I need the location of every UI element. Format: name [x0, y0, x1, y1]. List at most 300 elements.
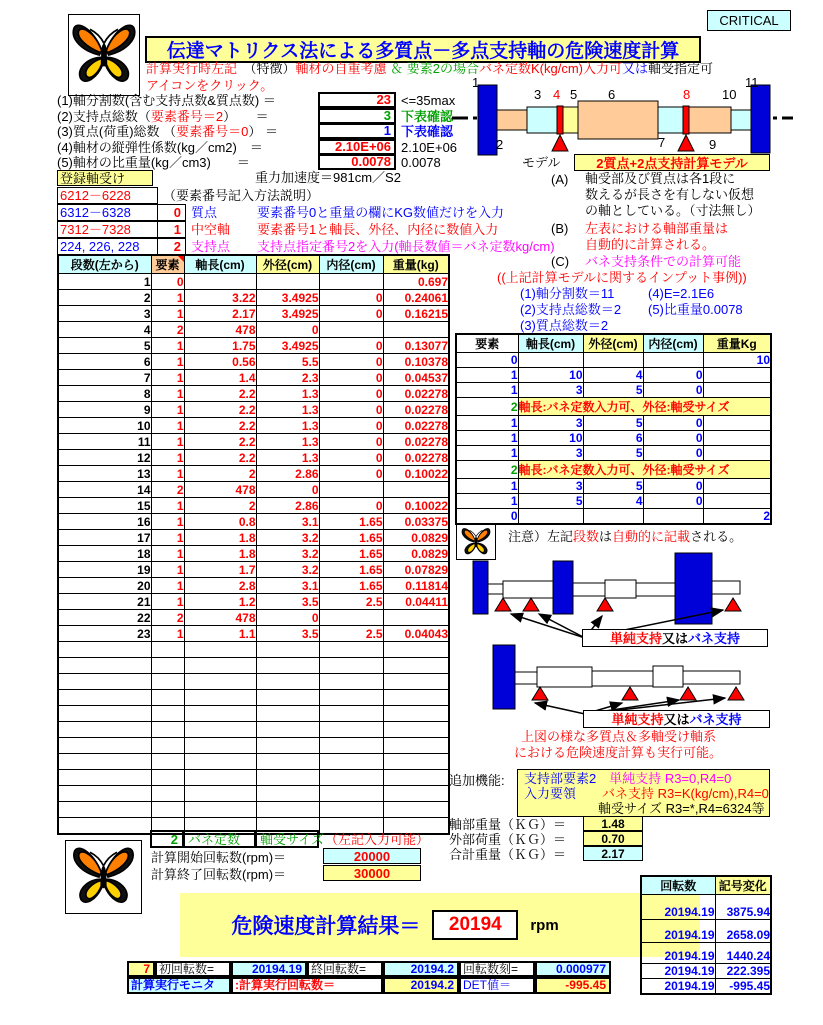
bearing-code[interactable]: 6312－6328 [57, 204, 158, 221]
main-cell[interactable]: 3.22 [184, 290, 256, 306]
main-cell-empty[interactable] [184, 738, 256, 754]
example-cell[interactable]: 10 [518, 368, 583, 383]
result-label: 危険速度計算結果＝ [231, 915, 421, 938]
main-cell[interactable]: 0 [256, 482, 319, 498]
main-cell[interactable]: 0.04411 [383, 594, 449, 610]
main-cell-empty[interactable] [58, 706, 151, 722]
main-cell[interactable]: 0.02278 [383, 386, 449, 402]
text-span: 段数 [573, 529, 600, 544]
main-cell-empty[interactable] [256, 690, 319, 706]
main-cell-empty[interactable] [58, 690, 151, 706]
example-cell[interactable]: 10 [518, 431, 583, 446]
main-cell-empty[interactable] [256, 706, 319, 722]
main-cell-empty[interactable] [256, 674, 319, 690]
main-cell-empty[interactable] [383, 802, 449, 818]
main-cell[interactable]: 0.10022 [383, 498, 449, 514]
main-cell-empty[interactable] [58, 818, 151, 834]
main-cell[interactable]: 2.5 [319, 626, 383, 642]
main-cell[interactable]: 0.697 [383, 274, 449, 290]
main-cell[interactable]: 0.11814 [383, 578, 449, 594]
param-4-value[interactable]: 2.10E+06 [318, 139, 396, 155]
main-cell-empty[interactable] [184, 658, 256, 674]
main-cell[interactable]: 1.65 [319, 530, 383, 546]
main-cell-empty[interactable] [58, 722, 151, 738]
example-cell[interactable] [518, 353, 583, 368]
main-cell-empty[interactable] [58, 642, 151, 658]
example-cell[interactable] [703, 416, 771, 431]
main-cell[interactable]: 2.86 [256, 498, 319, 514]
text-span: 単純支持 [609, 630, 662, 646]
example-cell[interactable] [703, 494, 771, 509]
main-cell[interactable]: 13 [58, 466, 151, 482]
main-cell-empty[interactable] [184, 722, 256, 738]
main-cell[interactable]: 1 [151, 514, 184, 530]
example-cell[interactable] [518, 509, 583, 525]
main-cell-empty[interactable] [319, 786, 383, 802]
example-cell[interactable]: 3 [518, 383, 583, 398]
main-cell[interactable]: 1 [151, 498, 184, 514]
main-cell[interactable]: 2 [151, 322, 184, 338]
critical-button[interactable]: CRITICAL [707, 10, 791, 31]
example-cell[interactable] [703, 431, 771, 446]
example-cell[interactable] [703, 479, 771, 494]
main-cell[interactable]: 16 [58, 514, 151, 530]
main-cell-empty[interactable] [383, 786, 449, 802]
run-butterfly-icon[interactable] [68, 14, 140, 96]
example-cell[interactable]: 0 [643, 416, 703, 431]
example-cell[interactable]: 6 [583, 431, 643, 446]
main-cell[interactable]: 2.2 [184, 386, 256, 402]
main-cell[interactable]: 0.56 [184, 354, 256, 370]
main-cell-empty[interactable] [58, 754, 151, 770]
main-table-empty-row [58, 722, 449, 738]
main-cell[interactable]: 1 [151, 402, 184, 418]
main-cell-empty[interactable] [383, 738, 449, 754]
note-a-marker: (A) [551, 172, 569, 187]
main-cell-empty[interactable] [184, 802, 256, 818]
main-cell-empty[interactable] [383, 754, 449, 770]
main-cell-empty[interactable] [58, 738, 151, 754]
main-cell[interactable]: 1.8 [184, 546, 256, 562]
main-cell[interactable]: 0.03375 [383, 514, 449, 530]
main-cell[interactable]: 1 [151, 306, 184, 322]
example-cell[interactable]: 1 [456, 416, 518, 431]
main-cell[interactable]: 1 [151, 530, 184, 546]
example-cell[interactable]: 5 [518, 494, 583, 509]
main-cell[interactable]: 0.24061 [383, 290, 449, 306]
example-cell[interactable]: 5 [583, 416, 643, 431]
main-cell[interactable]: 0 [319, 338, 383, 354]
main-cell[interactable]: 0 [319, 290, 383, 306]
main-cell-empty[interactable] [151, 706, 184, 722]
main-cell[interactable] [184, 274, 256, 290]
element-desc: 要素番号1と軸長、外径、内径に数値入力 [257, 222, 499, 237]
capability-note-line2: における危険速度計算も実行可能。 [514, 745, 723, 760]
main-cell[interactable]: 3.2 [256, 546, 319, 562]
example-cell[interactable]: 0 [643, 494, 703, 509]
main-cell[interactable]: 1 [151, 434, 184, 450]
main-cell[interactable]: 0 [151, 274, 184, 290]
example-cell[interactable]: 1 [456, 368, 518, 383]
main-cell[interactable]: 3.2 [256, 562, 319, 578]
main-cell[interactable] [319, 610, 383, 626]
example-row [456, 353, 771, 368]
main-cell[interactable]: 3.5 [256, 594, 319, 610]
additional-line3 [524, 801, 769, 816]
element-number-cell[interactable]: 2 [157, 238, 186, 255]
main-cell[interactable]: 0 [319, 386, 383, 402]
example-cell[interactable] [703, 446, 771, 461]
main-cell[interactable]: 0.0829 [383, 546, 449, 562]
main-cell-empty[interactable] [319, 754, 383, 770]
bearing-code[interactable]: 6212－6228 [57, 187, 158, 204]
main-cell[interactable]: 0.04537 [383, 370, 449, 386]
main-cell-empty[interactable] [256, 802, 319, 818]
rpm-end-input[interactable]: 30000 [323, 865, 421, 881]
main-cell[interactable]: 2.2 [184, 402, 256, 418]
main-cell[interactable]: 478 [184, 322, 256, 338]
main-cell[interactable]: 0 [319, 466, 383, 482]
main-cell[interactable]: 3 [58, 306, 151, 322]
main-cell[interactable]: 0 [256, 610, 319, 626]
main-cell-empty[interactable] [58, 786, 151, 802]
main-cell-empty[interactable] [256, 738, 319, 754]
main-cell[interactable] [319, 482, 383, 498]
main-cell[interactable]: 1.65 [319, 546, 383, 562]
main-cell-empty[interactable] [256, 770, 319, 786]
bearing-code[interactable]: 7312－7328 [57, 221, 158, 238]
run-butterfly-icon-bottom[interactable] [65, 840, 142, 914]
main-cell-empty[interactable] [319, 722, 383, 738]
example-cell[interactable]: 10 [703, 353, 771, 368]
main-cell[interactable]: 12 [58, 450, 151, 466]
main-input-table [57, 254, 450, 835]
main-cell-empty[interactable] [151, 658, 184, 674]
main-cell-empty[interactable] [319, 706, 383, 722]
main-cell[interactable]: 478 [184, 482, 256, 498]
main-cell[interactable]: 1 [151, 578, 184, 594]
main-cell-empty[interactable] [319, 674, 383, 690]
main-cell[interactable]: 0.04043 [383, 626, 449, 642]
example-cell[interactable]: 4 [583, 368, 643, 383]
main-cell[interactable]: 0.8 [184, 514, 256, 530]
main-cell[interactable]: 3.4925 [256, 306, 319, 322]
main-cell[interactable]: 0.0829 [383, 530, 449, 546]
main-cell-empty[interactable] [151, 770, 184, 786]
main-table-row [58, 370, 449, 386]
main-cell-empty[interactable] [58, 802, 151, 818]
param-5-label [57, 155, 250, 170]
main-cell[interactable]: 1 [151, 546, 184, 562]
bearing-code[interactable]: 224, 226, 228 [57, 238, 158, 255]
main-cell-empty[interactable] [58, 674, 151, 690]
main-cell[interactable]: 7 [58, 370, 151, 386]
main-cell[interactable]: 1.65 [319, 514, 383, 530]
main-cell[interactable]: 1 [58, 274, 151, 290]
main-cell[interactable]: 0 [319, 498, 383, 514]
main-cell[interactable]: 2 [151, 610, 184, 626]
main-cell[interactable]: 1.8 [184, 530, 256, 546]
example-cell[interactable]: 2 [703, 509, 771, 525]
main-cell[interactable]: 1 [151, 418, 184, 434]
element-number-cell[interactable]: 0 [157, 204, 186, 221]
main-cell-empty[interactable] [383, 690, 449, 706]
main-cell-empty[interactable] [151, 722, 184, 738]
main-cell[interactable]: 0 [319, 370, 383, 386]
element-number-cell[interactable]: 1 [157, 221, 186, 238]
main-cell[interactable]: 2 [184, 466, 256, 482]
main-cell[interactable]: 14 [58, 482, 151, 498]
spring-constant-cell[interactable]: バネ定数 [183, 830, 256, 848]
main-cell-empty[interactable] [184, 770, 256, 786]
example-cell[interactable] [583, 353, 643, 368]
main-cell-empty[interactable] [184, 690, 256, 706]
main-cell[interactable]: 0.02278 [383, 418, 449, 434]
main-table-empty-row [58, 802, 449, 818]
main-cell-empty[interactable] [383, 706, 449, 722]
main-cell[interactable]: 0 [319, 354, 383, 370]
main-cell[interactable] [256, 274, 319, 290]
example-cell[interactable]: 4 [583, 494, 643, 509]
main-cell-empty[interactable] [58, 658, 151, 674]
param-3-value[interactable]: 1 [318, 123, 396, 139]
main-cell[interactable]: 1.65 [319, 578, 383, 594]
main-cell-empty[interactable] [383, 642, 449, 658]
main-cell-empty[interactable] [383, 770, 449, 786]
result-value: 20194 [432, 910, 518, 940]
example-cell[interactable]: 0 [456, 509, 518, 525]
example-cell[interactable]: 3 [518, 416, 583, 431]
main-cell[interactable]: 0 [319, 306, 383, 322]
main-table-row [58, 402, 449, 418]
example-cell[interactable]: 0 [643, 446, 703, 461]
main-cell-empty[interactable] [319, 658, 383, 674]
main-cell[interactable]: 19 [58, 562, 151, 578]
main-cell[interactable]: 10 [58, 418, 151, 434]
main-cell-empty[interactable] [151, 674, 184, 690]
main-cell-empty[interactable] [256, 658, 319, 674]
rpm-start-input[interactable]: 20000 [323, 848, 421, 864]
main-cell[interactable]: 2 [184, 498, 256, 514]
note-b-marker: (B) [551, 221, 569, 236]
main-cell-empty[interactable] [383, 658, 449, 674]
main-cell[interactable]: 1.7 [184, 562, 256, 578]
main-cell[interactable] [383, 610, 449, 626]
main-cell[interactable]: 0.10022 [383, 466, 449, 482]
main-cell-empty[interactable] [256, 786, 319, 802]
main-cell[interactable]: 6 [58, 354, 151, 370]
example-cell[interactable]: 1 [456, 446, 518, 461]
main-cell-empty[interactable] [319, 690, 383, 706]
main-cell[interactable]: 1.3 [256, 402, 319, 418]
main-cell-empty[interactable] [151, 690, 184, 706]
main-cell[interactable]: 11 [58, 434, 151, 450]
main-cell[interactable]: 1.3 [256, 450, 319, 466]
text-span: 単純支持 [611, 711, 664, 727]
main-cell-empty[interactable] [151, 738, 184, 754]
main-cell-empty[interactable] [319, 802, 383, 818]
example-cell[interactable] [703, 368, 771, 383]
main-cell[interactable]: 1.4 [184, 370, 256, 386]
main-cell[interactable]: 2.5 [319, 594, 383, 610]
main-cell[interactable]: 0 [319, 402, 383, 418]
main-cell[interactable]: 0.13077 [383, 338, 449, 354]
main-cell[interactable]: 0 [256, 322, 319, 338]
text-span: 計算実行時左記 [146, 61, 238, 76]
main-cell[interactable]: 0 [319, 434, 383, 450]
main-table-row [58, 530, 449, 546]
main-cell-empty[interactable] [184, 754, 256, 770]
main-cell[interactable]: 1.3 [256, 418, 319, 434]
main-cell[interactable]: 478 [184, 610, 256, 626]
main-cell[interactable]: 2.2 [184, 418, 256, 434]
main-cell[interactable]: 2.2 [184, 450, 256, 466]
param-1-value[interactable]: 23 [318, 92, 396, 108]
main-cell[interactable] [383, 482, 449, 498]
main-cell-empty[interactable] [184, 786, 256, 802]
example-cell[interactable]: 0 [643, 368, 703, 383]
main-cell[interactable]: 5.5 [256, 354, 319, 370]
main-cell-empty[interactable] [151, 786, 184, 802]
example-cell[interactable] [703, 383, 771, 398]
example-cell[interactable] [643, 509, 703, 525]
main-cell[interactable]: 0.07829 [383, 562, 449, 578]
sign-cell: 1440.24 [715, 943, 771, 964]
main-cell[interactable]: 15 [58, 498, 151, 514]
example-cell[interactable]: 1 [456, 494, 518, 509]
example-cell[interactable] [643, 353, 703, 368]
main-cell[interactable]: 8 [58, 386, 151, 402]
main-cell-empty[interactable] [58, 770, 151, 786]
example-cell[interactable]: 2 [456, 461, 518, 479]
main-cell[interactable]: 1.3 [256, 386, 319, 402]
main-cell[interactable]: 1 [151, 466, 184, 482]
main-cell[interactable]: 1 [151, 370, 184, 386]
example-cell[interactable]: 1 [456, 383, 518, 398]
main-cell-empty[interactable] [151, 754, 184, 770]
main-cell[interactable]: 0.02278 [383, 402, 449, 418]
bearing-size-cell[interactable]: 軸受サイズ [255, 830, 319, 848]
param-2-value[interactable]: 3 [318, 108, 396, 124]
main-cell[interactable]: 1.3 [256, 434, 319, 450]
main-cell-empty[interactable] [256, 722, 319, 738]
main-cell[interactable]: 9 [58, 402, 151, 418]
main-cell-empty[interactable] [184, 706, 256, 722]
spring-element-cell[interactable]: 2 [150, 830, 184, 848]
main-cell[interactable]: 2.86 [256, 466, 319, 482]
main-cell[interactable]: 1.1 [184, 626, 256, 642]
main-cell[interactable]: 3.4925 [256, 338, 319, 354]
main-cell[interactable]: 20 [58, 578, 151, 594]
monitor-value: 20194.19 [231, 961, 307, 977]
main-cell[interactable]: 0 [319, 418, 383, 434]
main-cell[interactable]: 1 [151, 386, 184, 402]
main-cell[interactable]: 1 [151, 594, 184, 610]
main-cell[interactable] [319, 274, 383, 290]
main-cell[interactable]: 21 [58, 594, 151, 610]
main-cell-empty[interactable] [319, 738, 383, 754]
example-cell[interactable]: 0 [643, 431, 703, 446]
sign-row [641, 895, 771, 920]
element-desc: 要素番号0と重量の欄にKG数値だけを入力 [257, 205, 505, 220]
main-cell-empty[interactable] [256, 754, 319, 770]
main-cell[interactable]: 4 [58, 322, 151, 338]
main-cell-empty[interactable] [151, 802, 184, 818]
example-cell[interactable]: 1 [456, 431, 518, 446]
main-cell[interactable]: 22 [58, 610, 151, 626]
example-cell[interactable]: 5 [583, 383, 643, 398]
main-cell[interactable]: 1 [151, 450, 184, 466]
main-cell[interactable]: 1 [151, 562, 184, 578]
main-cell-empty[interactable] [151, 642, 184, 658]
main-cell[interactable]: 0.02278 [383, 434, 449, 450]
main-cell[interactable]: 1 [151, 354, 184, 370]
main-cell-empty[interactable] [319, 642, 383, 658]
text-span: 又は [661, 630, 688, 646]
main-cell[interactable]: 2.3 [256, 370, 319, 386]
example-cell[interactable]: 3 [518, 446, 583, 461]
main-cell[interactable]: 3.1 [256, 514, 319, 530]
main-cell[interactable]: 1.2 [184, 594, 256, 610]
main-cell-empty[interactable] [319, 770, 383, 786]
main-cell[interactable]: 1.65 [319, 562, 383, 578]
example-cell[interactable]: 1 [456, 479, 518, 494]
main-cell[interactable]: 1 [151, 338, 184, 354]
example-cell[interactable]: 0 [456, 353, 518, 368]
main-table-empty-row [58, 642, 449, 658]
example-cell[interactable] [583, 509, 643, 525]
main-cell[interactable]: 1 [151, 290, 184, 306]
example-row [456, 383, 771, 398]
example-cell[interactable]: 5 [583, 479, 643, 494]
example-cell[interactable]: 0 [643, 479, 703, 494]
main-cell[interactable]: 2 [151, 482, 184, 498]
example-cell[interactable]: 2 [456, 398, 518, 416]
main-cell-empty[interactable] [383, 722, 449, 738]
main-cell[interactable]: 2.8 [184, 578, 256, 594]
main-cell[interactable]: 5 [58, 338, 151, 354]
main-cell[interactable]: 18 [58, 546, 151, 562]
main-cell[interactable]: 3.5 [256, 626, 319, 642]
main-cell[interactable]: 0.10378 [383, 354, 449, 370]
param-5-value[interactable]: 0.0078 [318, 154, 396, 170]
main-cell[interactable]: 3.2 [256, 530, 319, 546]
main-cell[interactable]: 1 [151, 626, 184, 642]
main-cell-empty[interactable] [256, 642, 319, 658]
main-table-row [58, 466, 449, 482]
main-cell[interactable]: 0.16215 [383, 306, 449, 322]
main-cell[interactable]: 2.17 [184, 306, 256, 322]
main-cell[interactable]: 3.1 [256, 578, 319, 594]
example-cell[interactable]: 0 [643, 383, 703, 398]
main-cell[interactable]: 3.4925 [256, 290, 319, 306]
main-cell[interactable] [319, 322, 383, 338]
example-cell[interactable]: 5 [583, 446, 643, 461]
main-cell[interactable] [383, 322, 449, 338]
main-cell[interactable]: 2.2 [184, 434, 256, 450]
main-cell-empty[interactable] [184, 674, 256, 690]
main-cell[interactable]: 17 [58, 530, 151, 546]
sign-cell: 20194.19 [641, 920, 715, 943]
main-cell[interactable]: 23 [58, 626, 151, 642]
main-cell[interactable]: 0 [319, 450, 383, 466]
main-cell-empty[interactable] [383, 674, 449, 690]
main-cell[interactable]: 1.75 [184, 338, 256, 354]
example-cell[interactable]: 3 [518, 479, 583, 494]
main-cell[interactable]: 0.02278 [383, 450, 449, 466]
main-cell[interactable]: 2 [58, 290, 151, 306]
main-cell-empty[interactable] [184, 642, 256, 658]
